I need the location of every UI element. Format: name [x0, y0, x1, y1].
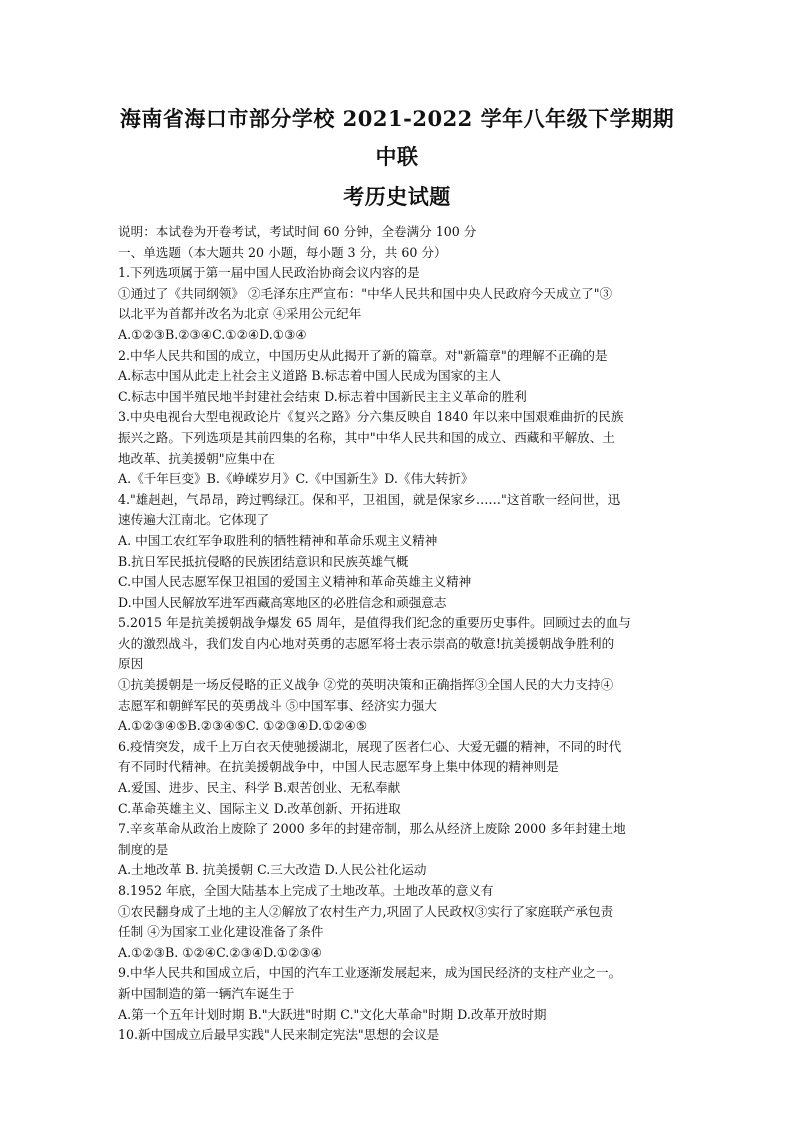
text-line: 原因 — [118, 656, 144, 672]
text-line: 9.中华人民共和国成立后，中国的汽车工业逐渐发展起来，成为国民经济的支柱产业之一。 — [118, 965, 622, 981]
text-line: 4."雄赳赳，气昂昂，跨过鸭绿江。保和平，卫祖国，就是保家乡……"这首歌一经问世，迅 — [118, 491, 621, 507]
text-line: ①抗美援朝是一场反侵略的正义战争 ②党的英明决策和正确指挥③全国人民的大力支持④ — [118, 677, 614, 693]
text-line: 有不同时代精神。在抗美援朝战争中，中国人民志愿军身上集中体现的精神则是 — [118, 759, 559, 775]
text-line: 以北平为首都并改名为北京 ④采用公元纪年 — [118, 306, 362, 322]
text-line: A.标志中国从此走上社会主义道路 B.标志着中国人民成为国家的主人 — [118, 368, 501, 384]
text-line: 任制 ④为国家工业化建设准备了条件 — [118, 924, 324, 940]
document-title-line-1: 海南省海口市部分学校 2021-2022 学年八年级下学期期中联 — [119, 106, 675, 169]
text-line: 5.2015 年是抗美援朝战争爆发 65 周年，是值得我们纪念的重要历史事件。回顾过去的血与 — [118, 615, 631, 631]
text-line: A.爱国、进步、民主、科学 B.艰苦创业、无私奉献 — [118, 780, 401, 796]
text-line: 8.1952 年底，全国大陆基本上完成了土地改革。土地改革的意义有 — [118, 883, 494, 898]
text-line: ①通过了《共同纲领》 ②毛泽东庄严宣布："中华人民共和国中央人民政府今天成立了"③ — [118, 285, 613, 301]
text-line: A.土地改革 B. 抗美援朝 C.三大改造 D.人民公社化运动 — [118, 862, 427, 878]
text-line: 7.辛亥革命从政治上废除了 2000 多年的封建帝制，那么从经济上废除 2000 多年封建土地 — [118, 821, 626, 837]
text-line: ①农民翻身成了土地的主人②解放了农村生产力,巩固了人民政权③实行了家庭联产承包责 — [118, 903, 614, 919]
text-line: 6.疫情突发，成千上万白衣天使驰援湖北，展现了医者仁心、大爱无疆的精神，不同的时代 — [118, 738, 622, 754]
text-line: 说明：本试卷为开卷考试，考试时间 60 分钟，全卷满分 100 分 — [118, 224, 477, 239]
text-line: A.①②③④⑤B.②③④⑤C. ①②③④D.①②④⑤ — [118, 718, 368, 734]
text-line: 一、单选题（本大题共 20 小题，每小题 3 分，共 60 分） — [118, 244, 447, 260]
text-line: 3.中央电视台大型电视政论片《复兴之路》分六集反映自 1840 年以来中国艰难曲折的民族 — [118, 409, 624, 425]
text-line: A.《千年巨变》B.《峥嵘岁月》C.《中国新生》D.《伟大转折》 — [118, 471, 474, 487]
text-line: C.标志中国半殖民地半封建社会结束 D.标志着中国新民主主义革命的胜利 — [118, 388, 527, 404]
text-line: C.革命英雄主义、国际主义 D.改革创新、开拓进取 — [118, 800, 401, 816]
text-line: A.第一个五年计划时期 B."大跃进"时期 C."文化大革命"时期 D.改革开放时期 — [118, 1006, 547, 1022]
text-line: 制度的是 — [118, 841, 169, 857]
text-line: 10.新中国成立后最早实践"人民来制定宪法"思想的会议是 — [118, 1027, 440, 1043]
text-line: 新中国制造的第一辆汽车诞生于 — [118, 985, 295, 1001]
text-line: C.中国人民志愿军保卫祖国的爱国主义精神和革命英雄主义精神 — [118, 574, 472, 590]
text-line: 火的激烈战斗，我们发自内心地对英勇的志愿军将士表示崇高的敬意!抗美援朝战争胜利的 — [118, 635, 615, 651]
text-line: 振兴之路。下列选项是其前四集的名称，其中"中华人民共和国的成立、西藏和平解放、土 — [118, 429, 615, 445]
text-line: D.中国人民解放军进军西藏高寒地区的必胜信念和顽强意志 — [118, 594, 447, 610]
text-line: A.①②③B.②③④C.①②④D.①③④ — [118, 326, 307, 342]
text-line: 1.下列选项属于第一届中国人民政治协商会议内容的是 — [118, 265, 420, 281]
text-line: A. 中国工农红军争取胜利的牺牲精神和革命乐观主义精神 — [118, 532, 438, 548]
text-line: 速传遍大江南北。它体现了 — [118, 512, 270, 528]
document-title-line-2: 考历史试题 — [343, 184, 451, 209]
text-line: 地改革、抗美援朝"应集中在 — [118, 450, 275, 466]
text-line: A.①②③B. ①②④C.②③④D.①②③④ — [118, 944, 322, 960]
document-body — [118, 222, 676, 1046]
text-line: 志愿军和朝鲜军民的英勇战斗 ⑤中国军事、经济实力强大 — [118, 697, 437, 713]
text-line: B.抗日军民抵抗侵略的民族团结意识和民族英雄气概 — [118, 553, 409, 569]
text-line: 2.中华人民共和国的成立，中国历史从此揭开了新的篇章。对"新篇章"的理解不正确的是 — [118, 347, 608, 363]
